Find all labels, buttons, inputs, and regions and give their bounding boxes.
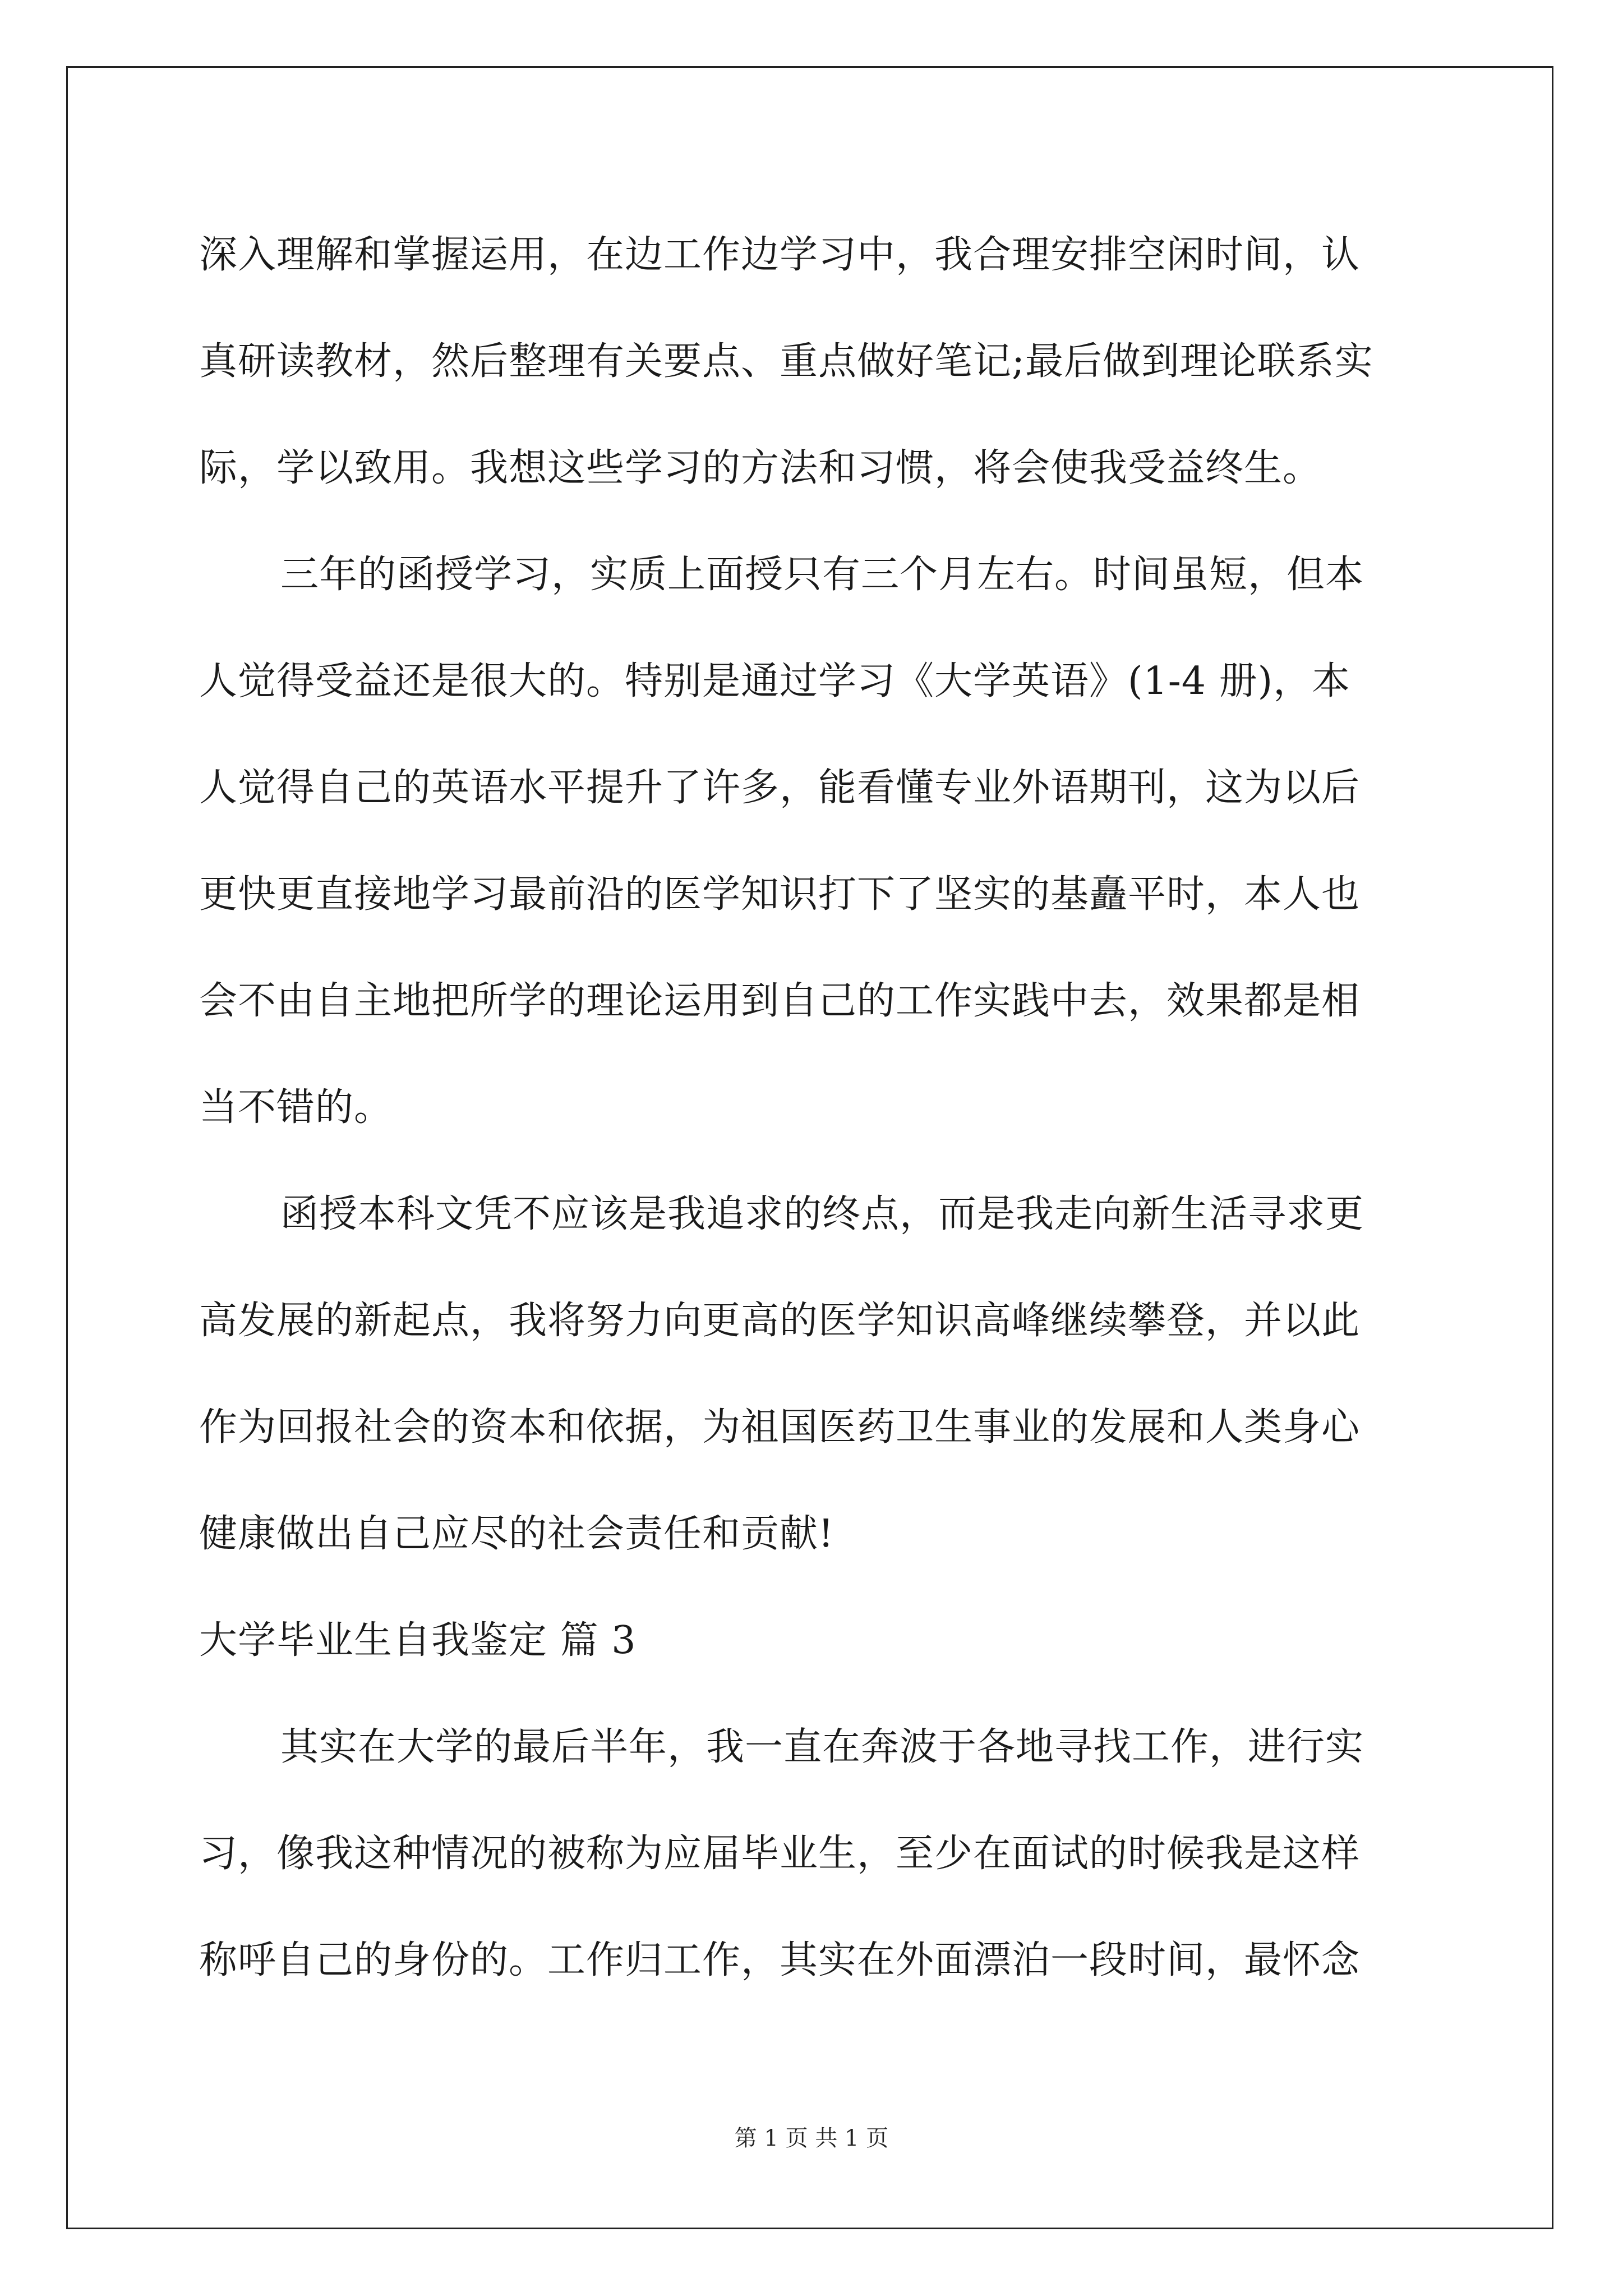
text-line: 其实在大学的最后半年，我一直在奔波于各地寻找工作，进行实 <box>280 1725 1364 1769</box>
text-line: 高发展的新起点，我将努力向更高的医学知识高峰继续攀登，并以此 <box>199 1299 1361 1343</box>
text-line: 人觉得受益还是很大的。特别是通过学习《大学英语》(1-4 册)，本 <box>199 659 1351 703</box>
document-body <box>199 202 1427 2014</box>
text-line: 更快更直接地学习最前沿的医学知识打下了坚实的基矗平时，本人也 <box>199 872 1361 917</box>
text-line: 健康做出自己应尽的社会责任和贡献! <box>199 1512 834 1556</box>
text-line: 习，像我这种情况的被称为应届毕业生，至少在面试的时候我是这样 <box>199 1832 1361 1876</box>
page-footer: 第 1 页 共 1 页 <box>734 2125 889 2151</box>
text-line: 称呼自己的身份的。工作归工作，其实在外面漂泊一段时间，最怀念 <box>199 1938 1361 1982</box>
text-line: 当不错的。 <box>199 1085 393 1130</box>
text-line: 函授本科文凭不应该是我追求的终点，而是我走向新生活寻求更 <box>280 1192 1364 1236</box>
text-line: 人觉得自己的英语水平提升了许多，能看懂专业外语期刊，这为以后 <box>199 766 1361 810</box>
text-line: 作为回报社会的资本和依据，为祖国医药卫生事业的发展和人类身心 <box>199 1405 1361 1450</box>
text-line: 深入理解和掌握运用，在边工作边学习中，我合理安排空闲时间，认 <box>199 233 1361 277</box>
text-line: 际，学以致用。我想这些学习的方法和习惯，将会使我受益终生。 <box>199 446 1322 490</box>
text-line: 会不由自主地把所学的理论运用到自己的工作实践中去，效果都是相 <box>199 979 1361 1023</box>
section-heading: 大学毕业生自我鉴定 篇 3 <box>199 1618 637 1663</box>
text-line: 三年的函授学习，实质上面授只有三个月左右。时间虽短，但本 <box>280 553 1364 597</box>
text-line: 真研读教材，然后整理有关要点、重点做好笔记;最后做到理论联系实 <box>199 339 1373 384</box>
